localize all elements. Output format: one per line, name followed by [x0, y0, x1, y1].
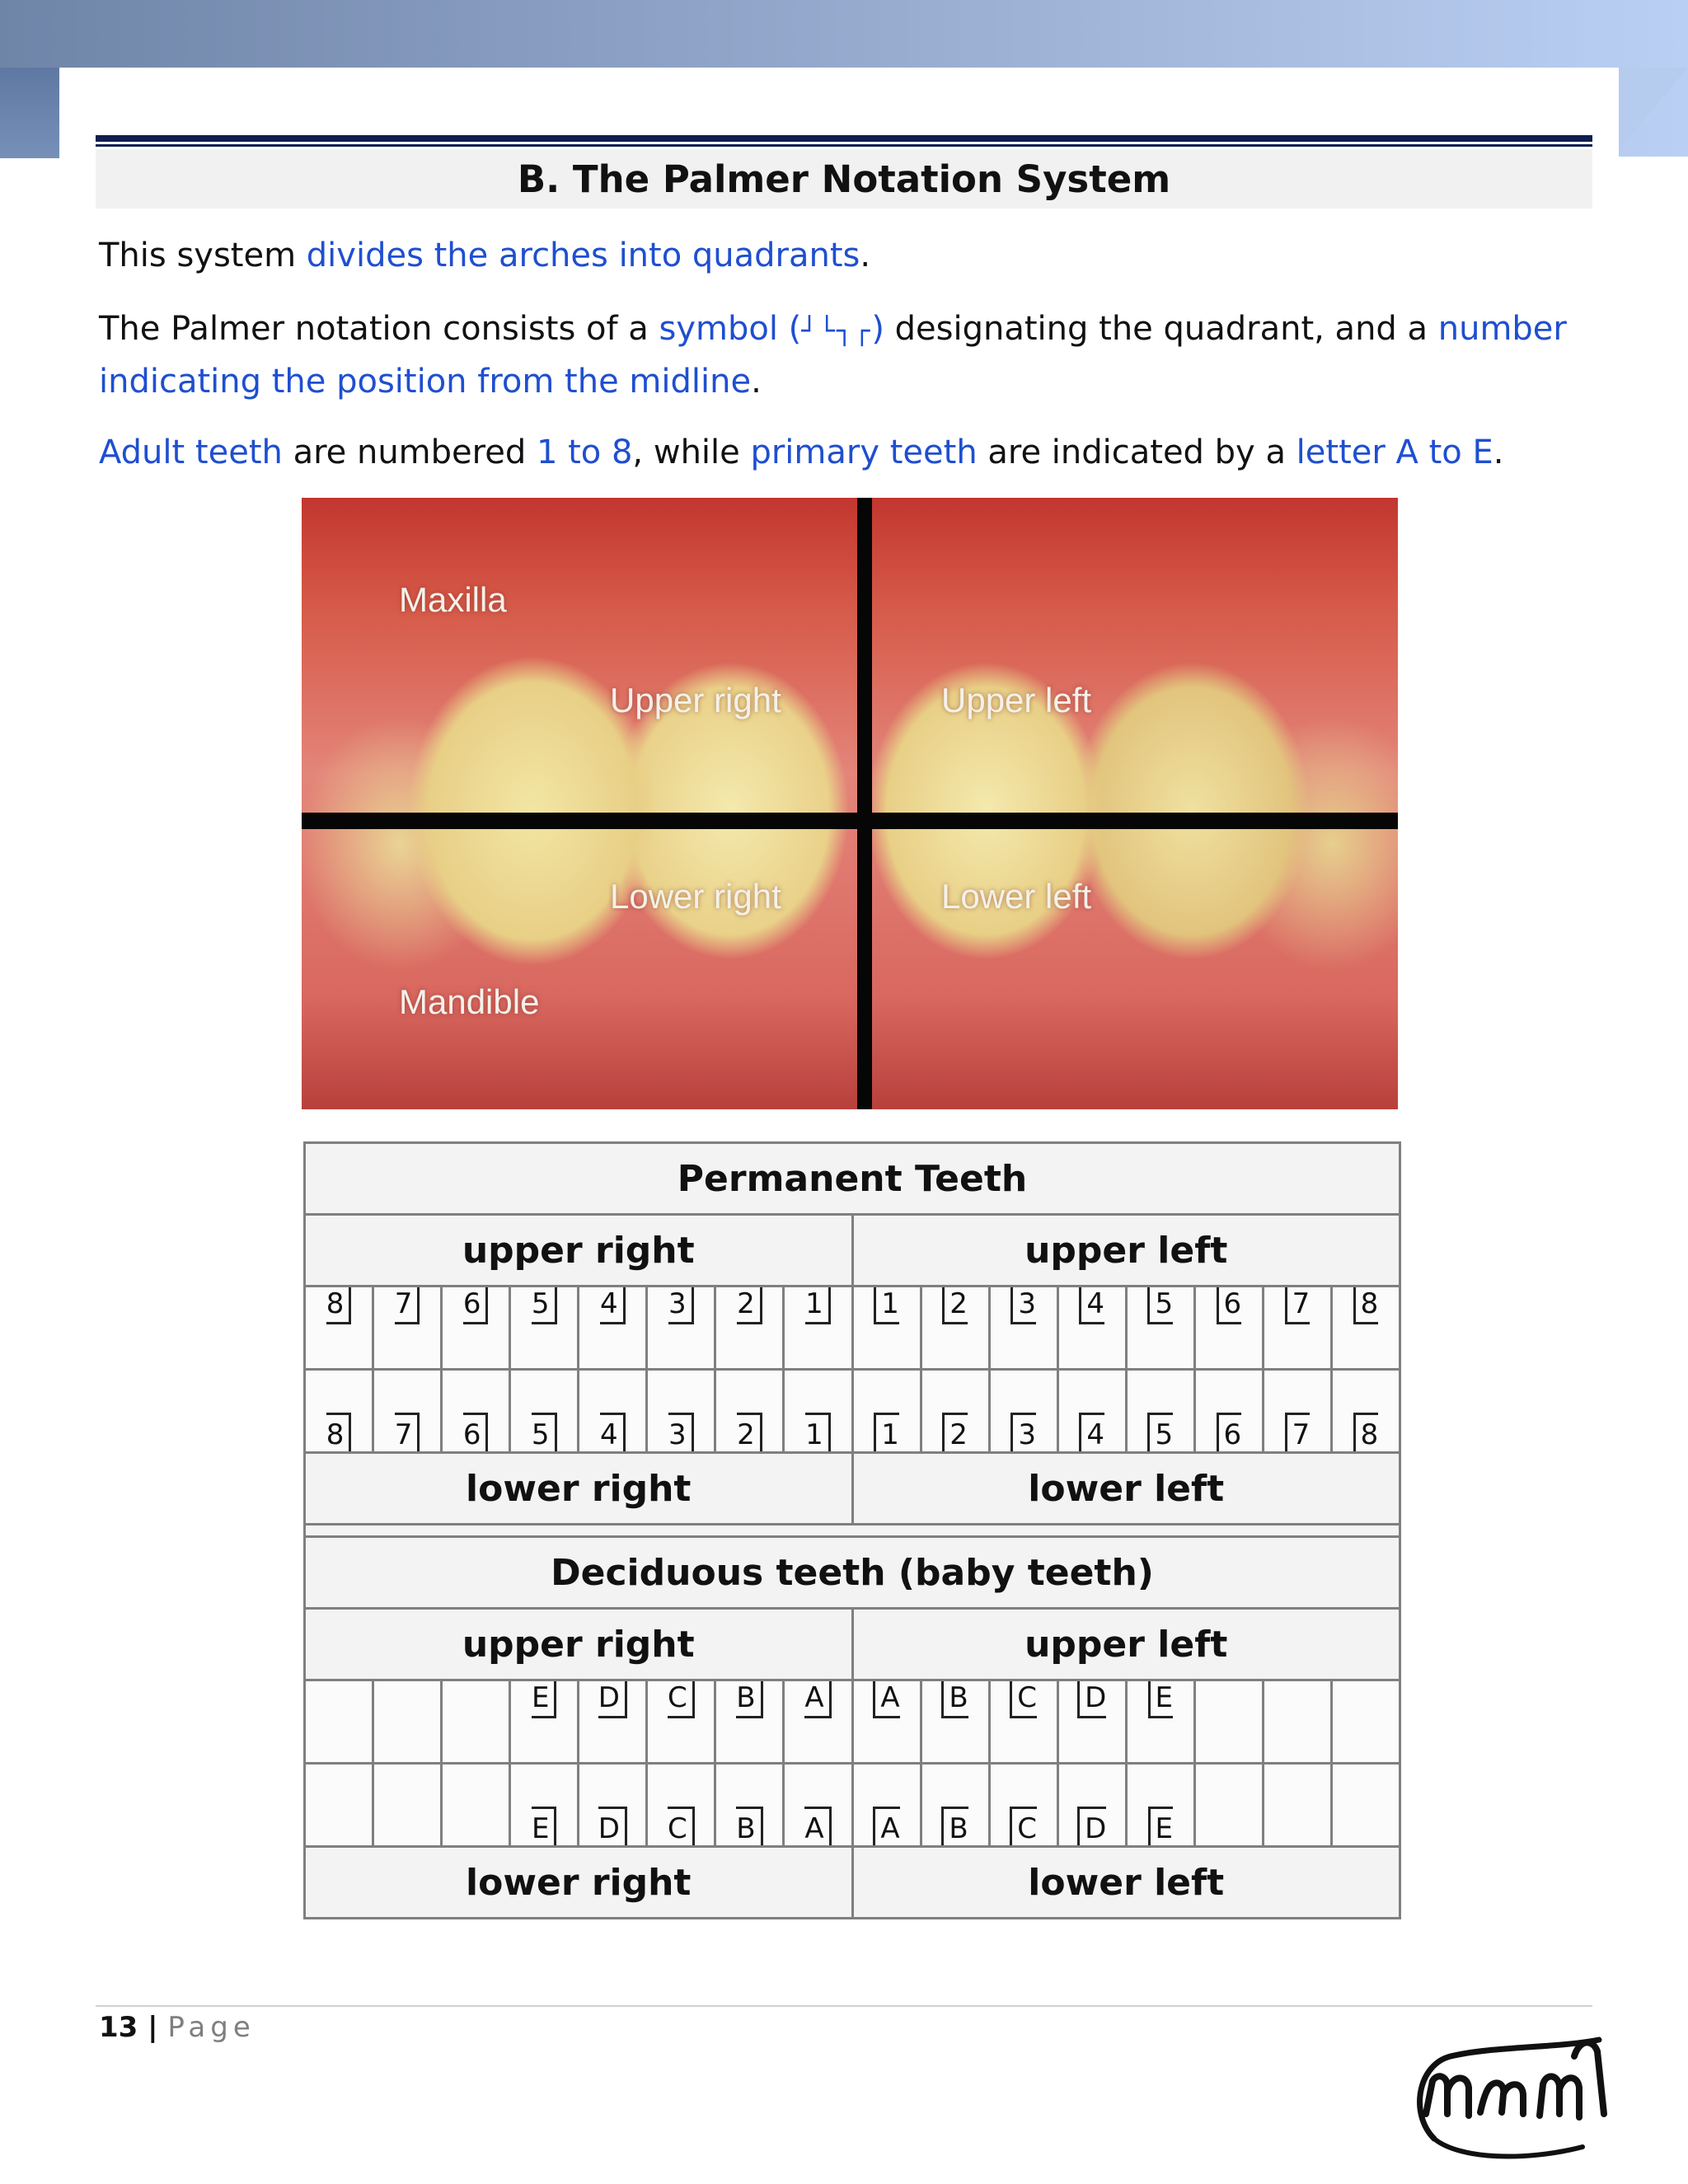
tooth-cell [510, 1370, 579, 1453]
photo-vertical-divider [857, 498, 872, 1109]
tooth-cell [1057, 1286, 1126, 1370]
tooth-cell [852, 1286, 921, 1370]
tooth-cell-empty [442, 1680, 510, 1764]
tooth-cell [510, 1764, 579, 1847]
p1-text-2: . [860, 237, 871, 274]
tooth-ll-a: A [873, 1807, 899, 1845]
permanent-upper-row [305, 1286, 1400, 1370]
title-rule-thick [96, 135, 1592, 142]
p3-text-4: . [1493, 434, 1504, 471]
tooth-cell [784, 1764, 852, 1847]
tooth-lr-8: 8 [326, 1413, 352, 1451]
tooth-ur-2: 2 [737, 1287, 762, 1324]
tooth-cell-empty [1194, 1680, 1263, 1764]
tooth-ll-3: 3 [1010, 1413, 1036, 1451]
tooth-cell [647, 1764, 715, 1847]
tooth-ul-8: 8 [1353, 1287, 1379, 1324]
tooth-cell [579, 1764, 647, 1847]
footer-rule [96, 2005, 1592, 2007]
section-title [96, 149, 1592, 209]
tooth-lr-c: C [668, 1807, 695, 1845]
p1-text-1: This system [99, 237, 307, 274]
tooth-cell-empty [373, 1764, 442, 1847]
tooth-ll-7: 7 [1285, 1413, 1311, 1451]
tooth-cell [647, 1286, 715, 1370]
tooth-cell [442, 1370, 510, 1453]
tooth-ul-2: 2 [942, 1287, 968, 1324]
tooth-lr-2: 2 [737, 1413, 762, 1451]
tooth-lr-6: 6 [463, 1413, 489, 1451]
tooth-cell-empty [1263, 1764, 1331, 1847]
tooth-ul-4: 4 [1079, 1287, 1104, 1324]
tooth-ur-a: A [804, 1681, 831, 1718]
p3-primary-teeth: primary teeth [750, 434, 978, 471]
tooth-cell [1331, 1286, 1400, 1370]
tooth-cell [579, 1286, 647, 1370]
tooth-ur-3: 3 [668, 1287, 694, 1324]
p3-text-2: , while [632, 434, 751, 471]
tooth-cell [1194, 1286, 1263, 1370]
tooth-ur-7: 7 [395, 1287, 420, 1324]
tooth-cell [1126, 1764, 1194, 1847]
tooth-lr-d: D [598, 1807, 627, 1845]
p2-symbol-close: ) [871, 310, 884, 348]
tooth-ul-c: C [1010, 1681, 1037, 1718]
tooth-cell [921, 1680, 989, 1764]
header-corner-triangle [1619, 68, 1688, 150]
tooth-cell [1194, 1370, 1263, 1453]
tooth-ur-4: 4 [600, 1287, 626, 1324]
paragraph-1 [99, 230, 1582, 281]
tooth-ll-b: B [941, 1807, 968, 1845]
tooth-ul-e: E [1148, 1681, 1173, 1718]
tooth-cell [1126, 1370, 1194, 1453]
deciduous-caption: Deciduous teeth (baby teeth) [305, 1537, 1400, 1609]
signature-logo [1401, 2015, 1624, 2172]
tooth-cell [1057, 1370, 1126, 1453]
p2-text-3: . [751, 363, 762, 401]
tooth-ur-1: 1 [805, 1287, 831, 1324]
tooth-cell [715, 1764, 784, 1847]
tooth-ur-6: 6 [463, 1287, 489, 1324]
tooth-ul-a: A [873, 1681, 899, 1718]
p3-text-3: are indicated by a [977, 434, 1296, 471]
tooth-cell-empty [305, 1764, 373, 1847]
tooth-ul-7: 7 [1285, 1287, 1311, 1324]
p2-symbol-label: symbol ( [659, 310, 802, 348]
tooth-cell-empty [1194, 1764, 1263, 1847]
tooth-cell [989, 1370, 1057, 1453]
tooth-cell [989, 1764, 1057, 1847]
p2-text-2: designating the quadrant, and a [884, 310, 1438, 348]
tooth-cell [579, 1680, 647, 1764]
paragraph-3 [99, 427, 1582, 478]
tooth-cell [305, 1370, 373, 1453]
tooth-lr-b: B [736, 1807, 762, 1845]
photo-label-lower-right: Lower right [610, 877, 781, 916]
tooth-ul-1: 1 [874, 1287, 899, 1324]
tooth-cell [989, 1680, 1057, 1764]
tooth-cell [852, 1764, 921, 1847]
tooth-ll-d: D [1077, 1807, 1106, 1845]
tooth-cell [510, 1680, 579, 1764]
tooth-cell [784, 1286, 852, 1370]
tooth-ur-8: 8 [326, 1287, 352, 1324]
tooth-lr-5: 5 [532, 1413, 557, 1451]
tooth-cell [989, 1286, 1057, 1370]
tooth-cell [1057, 1764, 1126, 1847]
p1-highlight: divides the arches into quadrants [306, 237, 860, 274]
tooth-ll-e: E [1148, 1807, 1173, 1845]
tooth-cell [921, 1370, 989, 1453]
photo-label-lower-left: Lower left [941, 877, 1092, 916]
tooth-cell [715, 1370, 784, 1453]
paragraph-2 [99, 303, 1582, 407]
tooth-cell [1263, 1370, 1331, 1453]
tooth-ll-c: C [1010, 1807, 1037, 1845]
table-gap [305, 1525, 1400, 1537]
deciduous-upper-left-header: upper left [852, 1609, 1400, 1680]
page-number: 13 [99, 2011, 138, 2044]
photo-label-maxilla: Maxilla [399, 580, 507, 619]
deciduous-lower-right-header: lower right [305, 1847, 853, 1919]
photo-label-upper-left: Upper left [941, 681, 1092, 719]
tooth-ur-5: 5 [532, 1287, 557, 1324]
page-footer [99, 2011, 256, 2044]
permanent-caption: Permanent Teeth [305, 1143, 1400, 1215]
tooth-cell [510, 1286, 579, 1370]
tooth-cell [373, 1370, 442, 1453]
p3-range-letters: letter A to E [1296, 434, 1493, 471]
permanent-upper-left-header: upper left [852, 1215, 1400, 1286]
tooth-lr-4: 4 [600, 1413, 626, 1451]
tooth-ur-d: D [598, 1681, 627, 1718]
tooth-ll-2: 2 [942, 1413, 968, 1451]
tooth-lr-1: 1 [805, 1413, 831, 1451]
tooth-ul-5: 5 [1147, 1287, 1173, 1324]
tooth-cell [784, 1370, 852, 1453]
photo-label-mandible: Mandible [399, 982, 540, 1021]
deciduous-upper-right-header: upper right [305, 1609, 853, 1680]
tooth-cell-empty [1331, 1764, 1400, 1847]
tooth-cell [784, 1680, 852, 1764]
tooth-lr-e: E [532, 1807, 556, 1845]
tooth-cell [921, 1764, 989, 1847]
tooth-cell [715, 1680, 784, 1764]
tooth-cell [1126, 1286, 1194, 1370]
deciduous-lower-row [305, 1764, 1400, 1847]
tooth-ul-6: 6 [1217, 1287, 1242, 1324]
tooth-lr-3: 3 [668, 1413, 694, 1451]
teeth-quadrant-photo [302, 498, 1398, 1109]
permanent-upper-right-header: upper right [305, 1215, 853, 1286]
tooth-cell [1057, 1680, 1126, 1764]
tooth-cell-empty [1331, 1680, 1400, 1764]
tooth-ll-4: 4 [1079, 1413, 1104, 1451]
tooth-cell [647, 1370, 715, 1453]
tooth-ur-e: E [532, 1681, 556, 1718]
p3-text-1: are numbered [282, 434, 537, 471]
palmer-tables [303, 1141, 1401, 1908]
tooth-cell [305, 1286, 373, 1370]
tooth-ll-6: 6 [1217, 1413, 1242, 1451]
tooth-cell [921, 1286, 989, 1370]
tooth-cell [1263, 1286, 1331, 1370]
tooth-cell [442, 1286, 510, 1370]
tooth-cell [579, 1370, 647, 1453]
tooth-cell [1126, 1680, 1194, 1764]
tooth-cell [1331, 1370, 1400, 1453]
tooth-cell [373, 1286, 442, 1370]
deciduous-lower-left-header: lower left [852, 1847, 1400, 1919]
p2-text-1: The Palmer notation consists of a [99, 310, 659, 348]
permanent-lower-left-header: lower left [852, 1453, 1400, 1525]
permanent-teeth-table [303, 1141, 1401, 1919]
tooth-ur-b: B [736, 1681, 762, 1718]
tooth-ur-c: C [668, 1681, 695, 1718]
tooth-ll-1: 1 [874, 1413, 899, 1451]
tooth-cell [647, 1680, 715, 1764]
tooth-cell-empty [305, 1680, 373, 1764]
tooth-ul-b: B [941, 1681, 968, 1718]
p3-range-numbers: 1 to 8 [536, 434, 633, 471]
permanent-lower-right-header: lower right [305, 1453, 853, 1525]
header-left-block [0, 68, 59, 158]
tooth-cell [852, 1680, 921, 1764]
p2-highlight: number indicating the position from the midline [99, 310, 1567, 401]
tooth-lr-a: A [804, 1807, 831, 1845]
tooth-ul-3: 3 [1010, 1287, 1036, 1324]
p3-adult-teeth: Adult teeth [99, 434, 283, 471]
title-rule-thin [96, 144, 1592, 147]
tooth-cell-empty [442, 1764, 510, 1847]
photo-label-upper-right: Upper right [610, 681, 781, 719]
tooth-ll-5: 5 [1147, 1413, 1173, 1451]
page-label: Page [167, 2011, 256, 2044]
tooth-cell [852, 1370, 921, 1453]
tooth-cell-empty [1263, 1680, 1331, 1764]
permanent-lower-row [305, 1370, 1400, 1453]
tooth-cell-empty [373, 1680, 442, 1764]
deciduous-upper-row [305, 1680, 1400, 1764]
tooth-cell [715, 1286, 784, 1370]
tooth-ul-d: D [1077, 1681, 1106, 1718]
photo-horizontal-divider [302, 813, 1398, 829]
p2-symbol-glyphs: ┘└┐┌ [801, 315, 872, 346]
tooth-lr-7: 7 [395, 1413, 420, 1451]
tooth-ll-8: 8 [1353, 1413, 1379, 1451]
section-title-text: B. The Palmer Notation System [517, 157, 1171, 201]
page-separator: | [138, 2011, 168, 2044]
